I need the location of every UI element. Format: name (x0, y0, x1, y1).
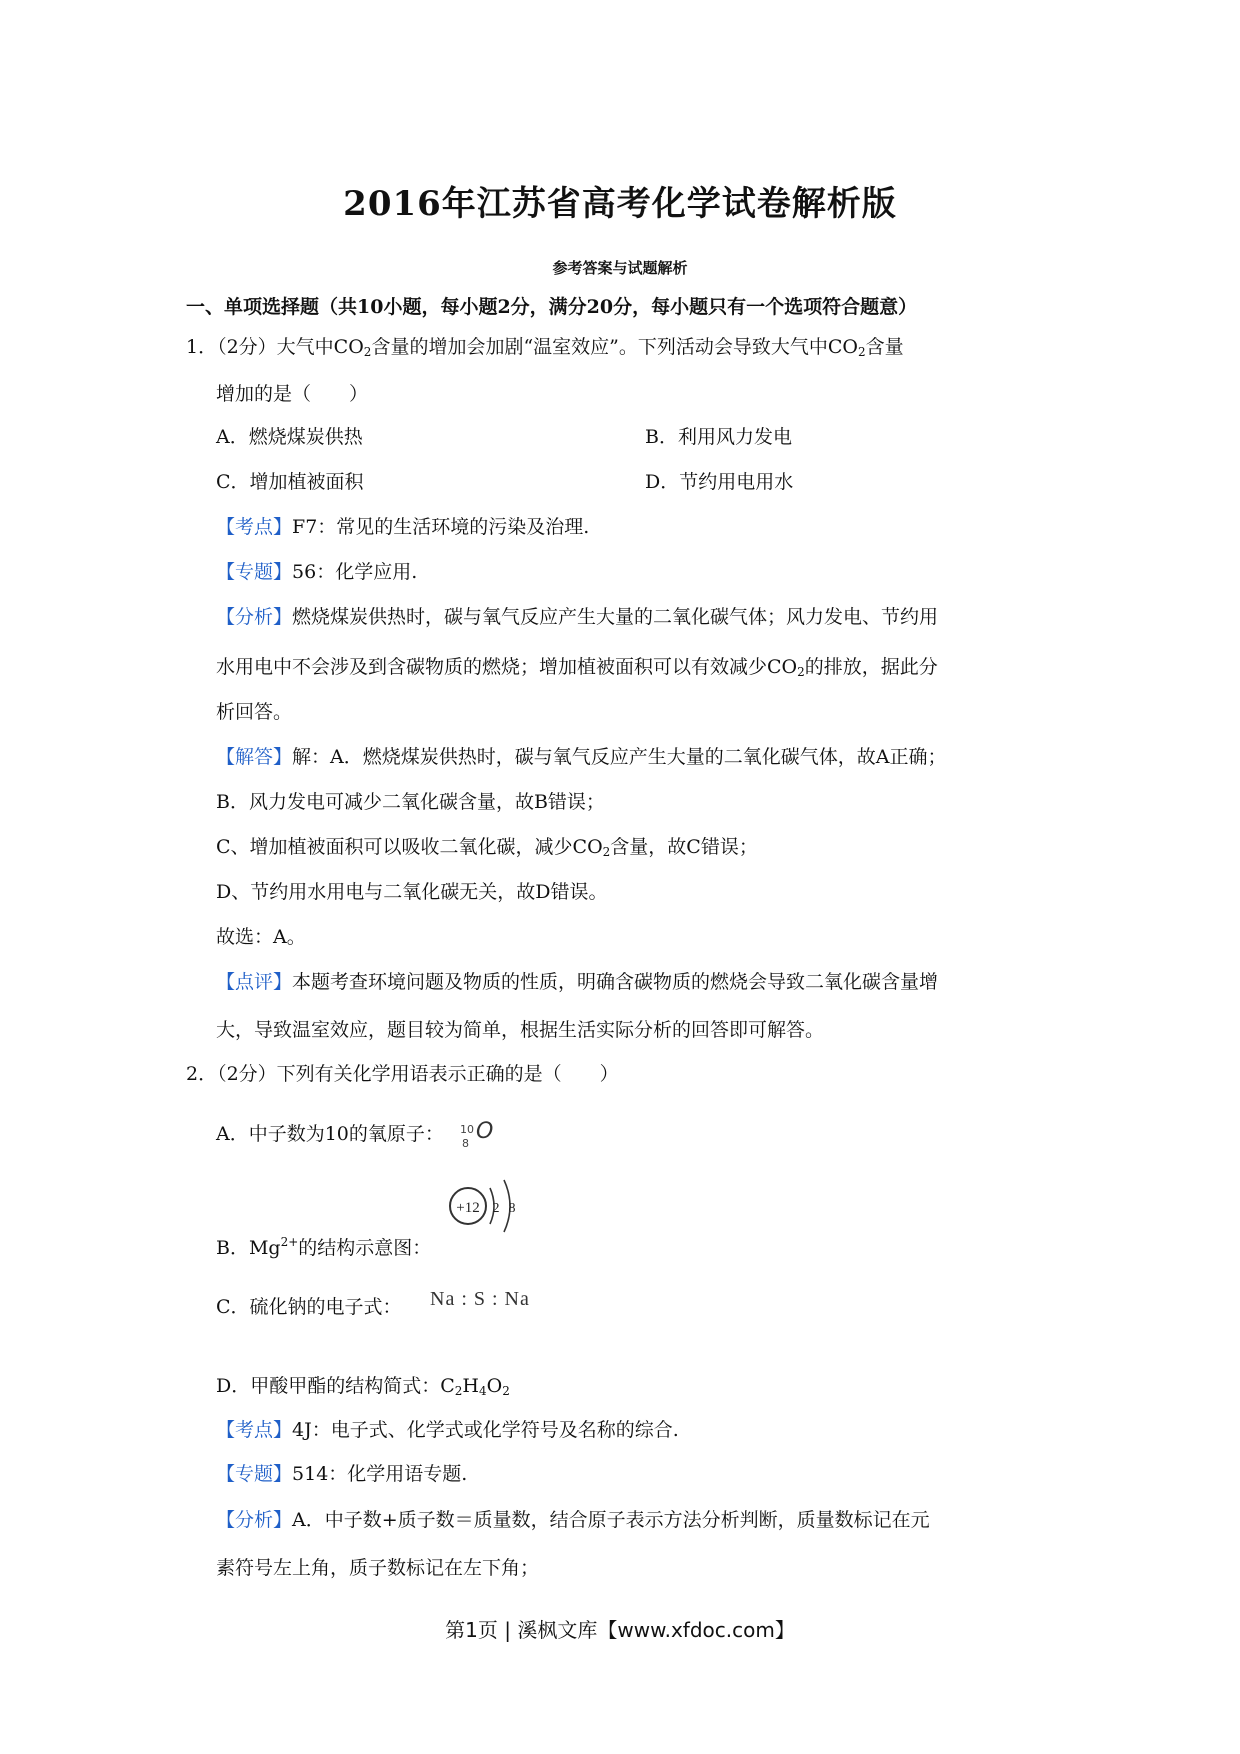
q2-option-c: C．硫化钠的电子式： (216, 1296, 402, 1318)
q1-option-a: A．燃烧煤炭供热 (216, 426, 363, 448)
q2-option-b: B．$Mg^{2+}$的结构示意图： (216, 1235, 432, 1259)
fenxi-tag: 【分析】 (216, 606, 293, 628)
na2s-electron-formula: Na : S : Na (430, 1288, 530, 1310)
q1-fenxi: 【分析】燃烧煤炭供热时，碳与氧气反应产生大量的二氧化碳气体；风力发电、节约用 (216, 606, 939, 628)
kaodian-tag: 【考点】 (216, 1419, 293, 1441)
mg-nucleus-label: +12 (456, 1200, 480, 1216)
q1-fenxi-line2: 水用电中不会涉及到含碳物质的燃烧；增加植被面积可以有效减少$CO_2$的排放，据此分 (216, 656, 938, 679)
q2-kaodian: 【考点】4J：电子式、化学式或化学符号及名称的综合. (216, 1419, 679, 1441)
mg-ion-structure-diagram (446, 1174, 526, 1238)
q1-option-b: B．利用风力发电 (645, 426, 792, 448)
q1-jieda-line2: B．风力发电可减少二氧化碳含量，故B错误； (216, 791, 605, 813)
q2-stem: 2．（2分）下列有关化学用语表示正确的是（ ） (186, 1063, 619, 1085)
q1-stem-line2: 增加的是（ ） (216, 383, 369, 405)
fenxi-tag: 【分析】 (216, 1509, 293, 1531)
page-footer: 第1页 | 溪枫文库【www.xfdoc.com】 (445, 1618, 795, 1642)
zhuanti-tag: 【专题】 (216, 561, 293, 583)
q1-stem: 1．（2分）大气中$CO_2$含量的增加会加剧“温室效应”。下列活动会导致大气中$CO_2$含量 (186, 336, 904, 359)
q1-dianping: 【点评】本题考查环境问题及物质的性质，明确含碳物质的燃烧会导致二氧化碳含量增 (216, 971, 939, 993)
mg-shell-2-label: 8 (508, 1201, 516, 1216)
q2-fenxi: 【分析】A．中子数+质子数＝质量数，结合原子表示方法分析判断，质量数标记在元 (216, 1509, 930, 1531)
zhuanti-tag: 【专题】 (216, 1463, 293, 1485)
section-heading: 一、单项选择题（共10小题，每小题2分，满分20分，每小题只有一个选项符合题意） (186, 296, 918, 318)
mg-shell-1-label: 2 (492, 1201, 500, 1216)
kaodian-tag: 【考点】 (216, 516, 293, 538)
page-subtitle: 参考答案与试题解析 (552, 259, 688, 277)
q2-fenxi-line2: 素符号左上角，质子数标记在左下角； (216, 1557, 540, 1579)
page-title: 2016年江苏省高考化学试卷解析版 (343, 184, 897, 224)
q1-jieda-line4: D、节约用水用电与二氧化碳无关，故D错误。 (216, 881, 608, 903)
q1-jieda-line5: 故选：A。 (216, 926, 306, 948)
q2-option-d: D．甲酸甲酯的结构简式：$C_2H_4O_2$ (216, 1375, 510, 1398)
q2-option-a: A．中子数为10的氧原子： 10 8 O (216, 1122, 502, 1148)
q1-zhuanti: 【专题】56：化学应用. (216, 561, 418, 583)
dianping-tag: 【点评】 (216, 971, 293, 993)
q1-jieda-line3: C、增加植被面积可以吸收二氧化碳，减少$CO_2$含量，故C错误； (216, 836, 758, 859)
q1-dianping-line2: 大，导致温室效应，题目较为简单，根据生活实际分析的回答即可解答。 (216, 1019, 825, 1041)
q1-option-c: C．增加植被面积 (216, 471, 364, 493)
q1-kaodian: 【考点】F7：常见的生活环境的污染及治理. (216, 516, 590, 538)
jieda-tag: 【解答】 (216, 746, 293, 768)
oxygen-isotope-symbol: 10 8 O (459, 1119, 494, 1150)
q1-jieda: 【解答】解：A．燃烧煤炭供热时，碳与氧气反应产生大量的二氧化碳气体，故A正确； (216, 746, 947, 768)
q1-option-d: D．节约用电用水 (645, 471, 794, 493)
q1-fenxi-line3: 析回答。 (216, 701, 293, 723)
q2-zhuanti: 【专题】514：化学用语专题. (216, 1463, 468, 1485)
